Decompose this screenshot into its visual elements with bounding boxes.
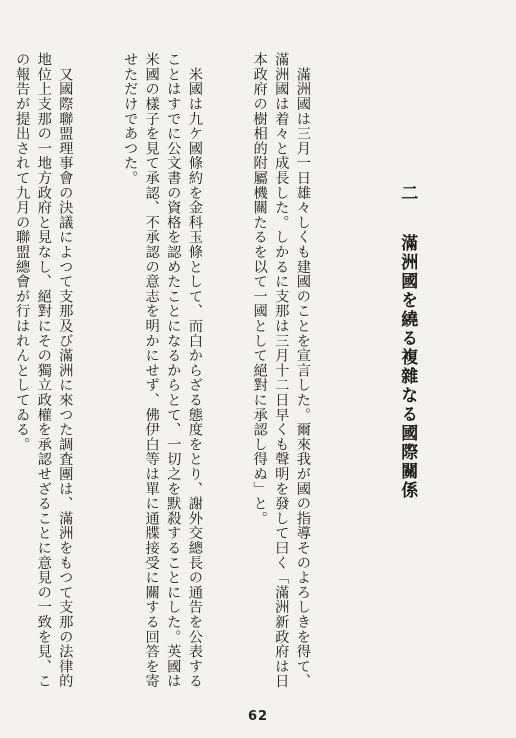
vertical-text-block: [14, 52, 482, 692]
paragraph: 米國は九ケ國條約を金科玉條として、而白からざる態度をとり、謝外交總長の通告を公表することはすでに公文書の資格を認めたことになるからとて、一切之を默殺することにした。英國は米國の樣子を見て承認、不承認の意志を明かにせず、佛伊白等は單に通牒接受に關する回答を寄せただけであつた。: [122, 52, 203, 689]
section-number: 二: [397, 184, 418, 203]
page-number: 62: [247, 709, 269, 724]
section-title: 滿洲國を繞る複雜なる國際關係: [397, 234, 418, 500]
paragraph: 又國際聯盟理事會の決議によつて支那及び滿洲に來つた調査團は、滿洲をもつて支那の法律的地位上支那の一地方政府と見なし、絕對にその獨立政權を承認せざることに意見の一致を見、この報告が提出されて九月の聯盟總會が行はれんとしてゐる。: [14, 52, 74, 689]
section-heading: [374, 52, 439, 692]
paragraph: 滿洲國は三月一日雄々しくも建國のことを宣言した。爾來我が國の指導そのよろしきを得て、滿洲國は着々と成長した。しかるに支那は三月十二日早くも聲明を發して曰く「滿洲新政府は日本政府の樹相的附屬機關たるを以て一國として絕對に承認し得ぬ」と。: [251, 52, 311, 689]
